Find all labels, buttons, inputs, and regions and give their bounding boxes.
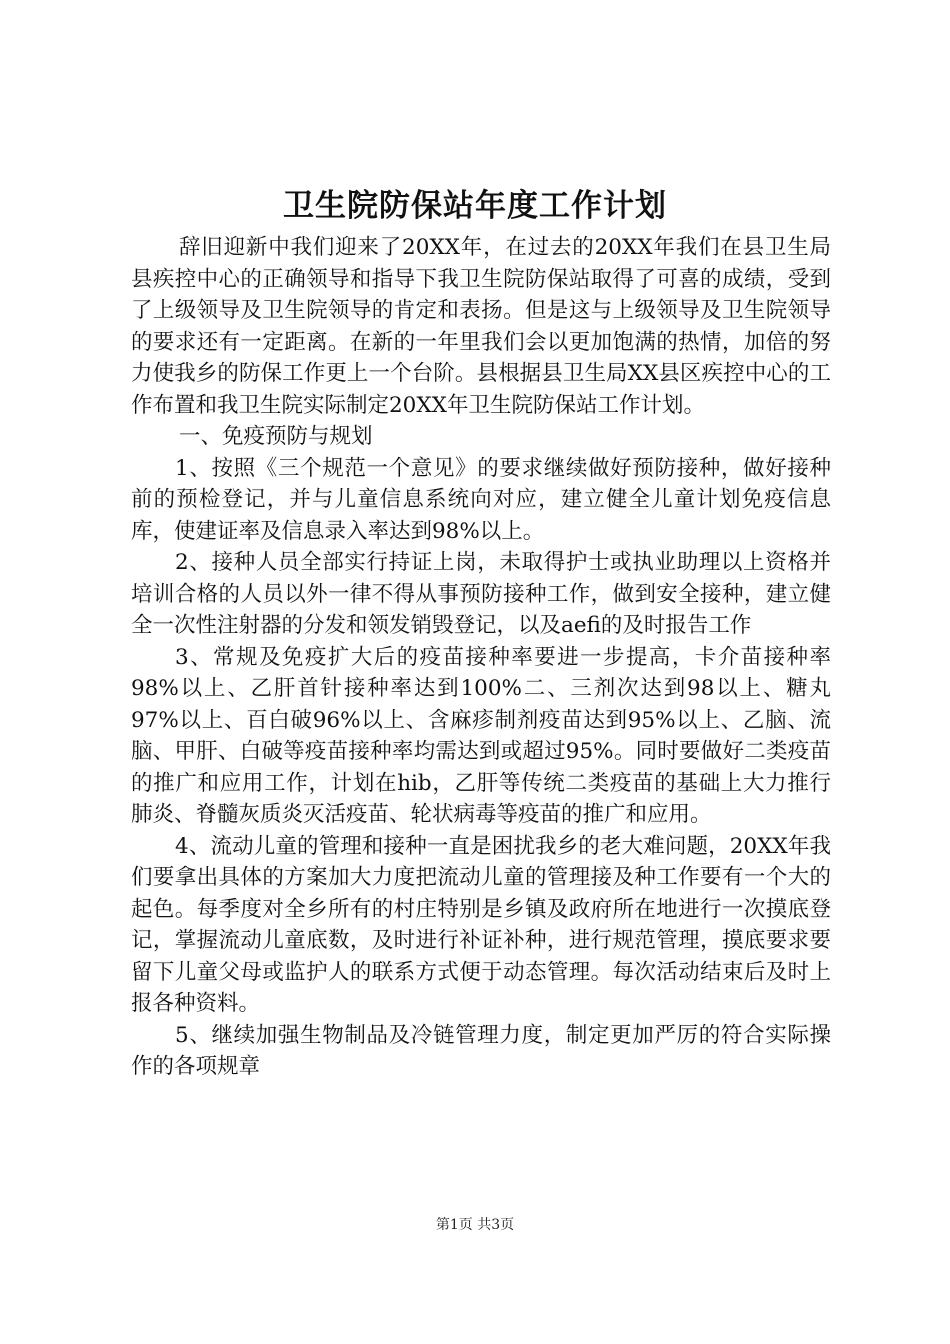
page-footer: 第1页 共3页 [435,1217,515,1233]
item-2-paragraph: 2、接种人员全部实行持证上岗，未取得护士或执业助理以上资格并培训合格的人员以外一律不得从事预防接种工作，做到安全接种，建立健全一次性注射器的分发和领发销毁登记，以及aefi的及时报告工作 [131,550,831,638]
item-1-paragraph: 1、按照《三个规范一个意见》的要求继续做好预防接种，做好接种前的预检登记，并与儿童信息系统向对应，建立健全儿童计划免疫信息库，使建证率及信息录入率达到98%以上。 [131,455,831,544]
item-4-paragraph: 4、流动儿童的管理和接种一直是困扰我乡的老大难问题，20XX年我们要拿出具体的方案加大力度把流动儿童的管理接及种工作要有一个大的起色。每季度对全乡所有的村庄特别是乡镇及政府所在地进行一次摸底登记，掌握流动儿童底数，及时进行补证补种，进行规范管理，摸底要求要留下儿童父母或监护人的联系方式便于动态管理。每次活动结束后及时上报各种资料。 [131,833,831,1016]
intro-paragraph: 辞旧迎新中我们迎来了20XX年，在过去的20XX年我们在县卫生局县疾控中心的正确领导和指导下我卫生院防保站取得了可喜的成绩，受到了上级领导及卫生院领导的肯定和表扬。但是这与上级领导及卫生院领导的要求还有一定距离。在新的一年里我们会以更加饱满的热情，加倍的努力使我乡的防保工作更上一个台阶。县根据县卫生局XX县区疾控中心的工作布置和我卫生院实际制定20XX年卫生院防保站工作计划。 [131,235,831,418]
document-body [131,232,831,1083]
item-5-paragraph: 5、继续加强生物制品及冷链管理力度，制定更加严厉的符合实际操作的各项规章 [131,1022,831,1079]
section-heading-immunization: 一、免疫预防与规划 [179,424,373,449]
document-title: 卫生院防保站年度工作计划 [283,188,667,224]
item-3-paragraph: 3、常规及免疫扩大后的疫苗接种率要进一步提高，卡介苗接种率98%以上、乙肝首针接种率达到100%二、三剂次达到98以上、糖丸97%以上、百白破96%以上、含麻疹制剂疫苗达到95%以上、乙脑、流脑、甲肝、白破等疫苗接种率均需达到或超过95%。同时要做好二类疫苗的推广和应用工作，计划在hib，乙肝等传统二类疫苗的基础上大力推行肺炎、脊髓灰质炎灭活疫苗、轮状病毒等疫苗的推广和应用。 [131,644,831,827]
